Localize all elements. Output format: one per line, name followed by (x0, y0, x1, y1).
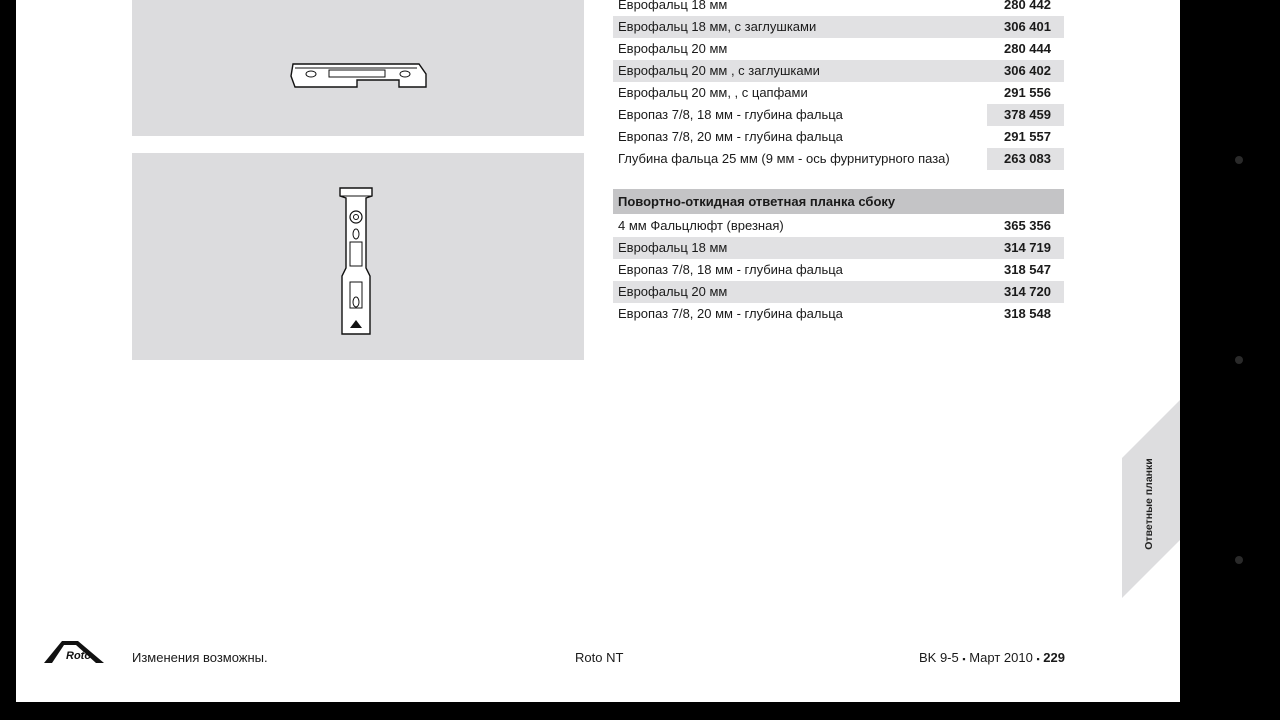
table-row (613, 104, 1064, 126)
footer-note: Изменения возможны. (132, 650, 268, 665)
row-code: 306 402 (1004, 63, 1051, 78)
row-name: Еврофальц 20 мм , с заглушками (618, 63, 820, 78)
page-number: 229 (1043, 650, 1065, 665)
side-tab-text: Ответные планки (1143, 458, 1155, 550)
row-code: 306 401 (1004, 19, 1051, 34)
footer-product: Roto NT (575, 650, 624, 665)
row-name: Еврофальц 20 мм, , с цапфами (618, 85, 808, 100)
table-row (613, 303, 1064, 325)
row-code: 291 557 (1004, 129, 1051, 144)
doc-ref: BK 9-5 (919, 650, 959, 665)
row-name: Глубина фальца 25 мм (9 мм - ось фурнитурного паза) (618, 151, 950, 166)
row-name: Европаз 7/8, 18 мм - глубина фальца (618, 262, 843, 277)
table-header: Повортно-откидная ответная планка сбоку (613, 189, 1064, 214)
page-indicator-dot[interactable] (1235, 156, 1243, 164)
row-code: 291 556 (1004, 85, 1051, 100)
strike-plate-table (613, 0, 1064, 170)
product-image-strike-plate-horizontal (132, 0, 584, 136)
catalog-page (16, 0, 1180, 702)
side-tab-label (1115, 458, 1175, 550)
page-indicator-dot[interactable] (1235, 356, 1243, 364)
strike-plate-horizontal-drawing (289, 60, 429, 90)
table-row (613, 16, 1064, 38)
row-name: Еврофальц 20 мм (618, 41, 728, 56)
row-code: 318 547 (1004, 262, 1051, 277)
table-row (613, 237, 1064, 259)
doc-date: Март 2010 (969, 650, 1033, 665)
table-row (613, 60, 1064, 82)
footer-page-ref (919, 650, 1065, 665)
row-code: 365 356 (1004, 218, 1051, 233)
row-name: Европаз 7/8, 20 мм - глубина фальца (618, 306, 843, 321)
row-code: 263 083 (987, 148, 1064, 170)
side-strike-plate-table (613, 189, 1064, 325)
strike-plate-vertical-drawing (336, 186, 376, 338)
row-name: Еврофальц 20 мм (618, 284, 728, 299)
row-code: 280 442 (1004, 0, 1051, 12)
product-image-strike-plate-vertical (132, 153, 584, 360)
row-name: Европаз 7/8, 18 мм - глубина фальца (618, 107, 843, 122)
table-row (613, 82, 1064, 104)
table-row (613, 126, 1064, 148)
table-row (613, 148, 1064, 170)
row-code: 314 720 (1004, 284, 1051, 299)
table-row (613, 259, 1064, 281)
row-name: Еврофальц 18 мм, с заглушками (618, 19, 817, 34)
table-row (613, 0, 1064, 16)
logo-text: Roto (66, 650, 92, 662)
table-row (613, 215, 1064, 237)
row-code: 378 459 (987, 104, 1064, 126)
page-indicator-dot[interactable] (1235, 556, 1243, 564)
row-name: Европаз 7/8, 20 мм - глубина фальца (618, 129, 843, 144)
table-row (613, 38, 1064, 60)
table-row (613, 281, 1064, 303)
separator: ▪ (962, 654, 966, 664)
row-code: 314 719 (1004, 240, 1051, 255)
roto-logo (44, 637, 108, 667)
row-code: 318 548 (1004, 306, 1051, 321)
row-code: 280 444 (1004, 41, 1051, 56)
row-name: Еврофальц 18 мм (618, 0, 728, 12)
row-name: 4 мм Фальцлюфт (врезная) (618, 218, 784, 233)
row-name: Еврофальц 18 мм (618, 240, 728, 255)
separator: ▪ (1036, 654, 1040, 664)
